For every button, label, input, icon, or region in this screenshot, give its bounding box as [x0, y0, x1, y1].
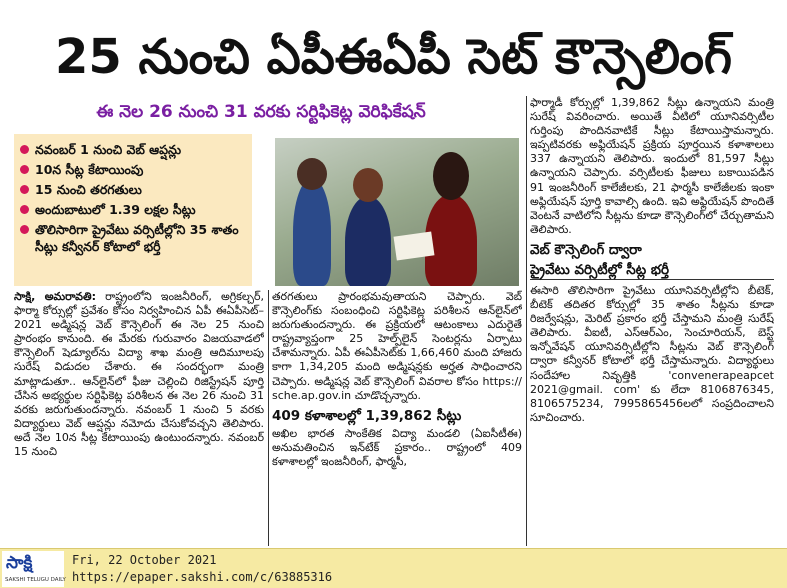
epaper-link[interactable]: https://epaper.sakshi.com/c/63885316	[72, 570, 333, 584]
news-photo	[275, 138, 519, 286]
bullet-icon	[20, 165, 29, 174]
bullet-icon	[20, 145, 29, 154]
highlights-box	[14, 134, 252, 286]
photo-person	[293, 178, 331, 286]
bullet-icon	[20, 205, 29, 214]
article-paragraph: ఈసారి తొలిసారిగా ప్రైవేటు యూనివర్సిటీల్లోని బీటెక్, బీటెక్ తదితర కోర్సుల్లో 35 శాతం సీట్లను కూడా రిజర్వేషన్లు, మెరిట్ ప్రకారం భర్తీ చేస్తామని మంత్రి సురేష్ తెలిపారు. వీఐటీ, ఎస్ఆర్ఎం, సెంచూరియన్, బెస్ట్ ఇన్నోవేషన్ యూనివర్సిటీల్లోని సీట్లను వెబ్ కౌన్సెలింగ్ ద్వారా కన్వీనర్ కోటాలో భర్తీ చేస్తామన్నారు. విద్యార్థులు సందేహాల నివృత్తికి 'convenerapeapcet 2021@gmail. com' కు లేదా 8106876345, 8106575234, 7995865456లలో సంప్రదించాలని సూచించారు.	[530, 283, 774, 424]
article-column-2	[272, 290, 522, 546]
highlight-text: నవంబర్ 1 నుంచి వెబ్ ఆప్షన్లు	[35, 142, 182, 157]
photo-person	[425, 194, 477, 286]
article-paragraph: ఫార్మాడీ కోర్సుల్లో 1,39,862 సీట్లు ఉన్నాయని మంత్రి సురేష్ వివరించారు. అయితే వీటిలో యూనివర్సిటీల గుర్తింపు పొందినవాటికే సీట్లు కేటాయిస్తామన్నారు. ఇప్పటివరకు అఫ్లియేషన్ ప్రక్రియ పూర్తయిన కళాశాలలు 337 ఉన్నాయని తెలిపారు. ఇందులో 81,597 సీట్లు ఉన్నాయని చెప్పారు. వర్సిటీలకు ఫీజులు బకాయిపడిన 91 ఇంజనీరింగ్ కాలేజీలకు, 21 ఫార్మసీ కాలేజీలకు ఇంకా అఫ్లియేషన్ పూర్తి కావాల్సి ఉంది. ఇవి అఫ్లియేషన్ పొందితే వెంటనే వాటిలోని సీట్లను కూడా కౌన్సెలింగ్‌లో చేర్చుతామని తెలిపారు.	[530, 96, 774, 236]
highlight-item	[20, 181, 246, 198]
highlight-text: 15 నుంచి తరగతులు	[35, 182, 142, 197]
column-divider	[268, 290, 269, 546]
bullet-icon	[20, 185, 29, 194]
bullet-icon	[20, 225, 29, 234]
logo-tagline: SAKSHI TELUGU DAILY	[5, 577, 66, 583]
highlight-text: 10న సీట్ల కేటాయింపు	[35, 162, 144, 177]
highlight-item	[20, 141, 246, 158]
photo-person-head	[433, 152, 469, 200]
highlight-text: తొలిసారిగా ప్రైవేటు వర్సిటీల్లోని 35 శాతం సీట్లు కన్వీనర్ కోటాలో భర్తీ	[35, 222, 239, 254]
highlight-item	[20, 221, 246, 255]
article-column-3	[530, 96, 774, 546]
sakshi-logo[interactable]	[2, 551, 64, 587]
column-divider	[526, 96, 527, 546]
dateline: సాక్షి, అమరావతి:	[14, 290, 96, 303]
logo-text: సాక్షి	[6, 553, 33, 573]
headline: 25 నుంచి ఏపీఈఏపీ సెట్ కౌన్సెలింగ్	[54, 29, 732, 85]
epaper-footer	[0, 548, 787, 588]
highlight-text: అందుబాటులో 1.39 లక్షల సీట్లు	[35, 202, 196, 217]
publish-date: Fri, 22 October 2021	[72, 553, 217, 567]
photo-person-head	[353, 168, 383, 202]
photo-person-head	[297, 158, 327, 190]
article-paragraph	[14, 290, 264, 459]
section-heading: 409 కళాశాలల్లో 1,39,862 సీట్లు	[272, 407, 462, 424]
article-text: రాష్ట్రంలోని ఇంజనీరింగ్, అగ్రికల్చర్, ఫార్మా కోర్సుల్లో ప్రవేశం కోసం నిర్వహించిన ఏపీ ఈఏపీసెట్–2021 అడ్మిషన్ల వెబ్ కౌన్సెలింగ్ ఈ నెల 25 నుంచి ప్రారంభం కానుంది. ఈ మేరకు గురువారం విజయవాడలో కౌన్సెలింగ్ షెడ్యూల్‌ను విద్యా శాఖ మంత్రి ఆదిమూలపు సురేష్ విడుదల చేశారు. ఈ సందర్భంగా మంత్రి మాట్లాడుతూ.. ఆన్‌లైన్‌లో ఫీజు చెల్లించి రిజిస్ట్రేషన్ పూర్తి చేసిన అభ్యర్థుల సర్టిఫికెట్ల పరిశీలన ఈ నెల 26 నుంచి 31 వరకు జరుగుతుందన్నారు. నవంబర్ 1 నుంచి 5 వరకు విద్యార్థులు వెబ్ ఆప్షన్లు నమోదు చేసుకోవచ్చని తెలిపారు. అదే నెల 10న సీట్ల కేటాయింపు ఉంటుందన్నారు. నవంబర్ 15 నుంచి	[14, 290, 264, 459]
highlight-item	[20, 161, 246, 178]
article-paragraph: తరగతులు ప్రారంభమవుతాయని చెప్పారు. వెబ్ కౌన్సెలింగ్‌కు సంబంధించి సర్టిఫికెట్ల పరిశీలన ఆన్‌లైన్‌లో జరుగుతుందన్నారు. ఈ ప్రక్రియలో ఆటంకాలు ఎదురైతే రాష్ట్రవ్యాప్తంగా 25 హెల్ప్‌లైన్ సెంటర్లను ఏర్పాటు చేశామన్నారు. ఏపీ ఈఏపీసెట్‌కు 1,66,460 మంది హాజరు కాగా 1,34,205 మంది అడ్మిషన్లకు అర్హత సాధించారని చెప్పారు. అడ్మిషన్ల వెబ్ కౌన్సెలింగ్ వివరాల కోసం https:// sche.ap.gov.in చూడొచ్చన్నారు.	[272, 290, 522, 402]
section-heading: వెబ్ కౌన్సెలింగ్ ద్వారా	[530, 241, 642, 258]
subheadline: ఈ నెల 26 నుంచి 31 వరకు సర్టిఫికెట్ల వెరిఫికేషన్	[96, 102, 426, 122]
highlight-item	[20, 201, 246, 218]
article-column-1	[14, 290, 264, 546]
article-paragraph: అఖిల భారత సాంకేతిక విద్యా మండలి (ఏఐసీటీఈ) అనుమతించిన ఇన్‌టేక్ ప్రకారం.. రాష్ట్రంలో 409 కళాశాలల్లో ఇంజనీరింగ్, ఫార్మసీ,	[272, 426, 522, 468]
photo-person	[345, 196, 391, 286]
section-heading: ప్రైవేటు వర్సిటీల్లో సీట్ల భర్తీ	[530, 261, 774, 280]
